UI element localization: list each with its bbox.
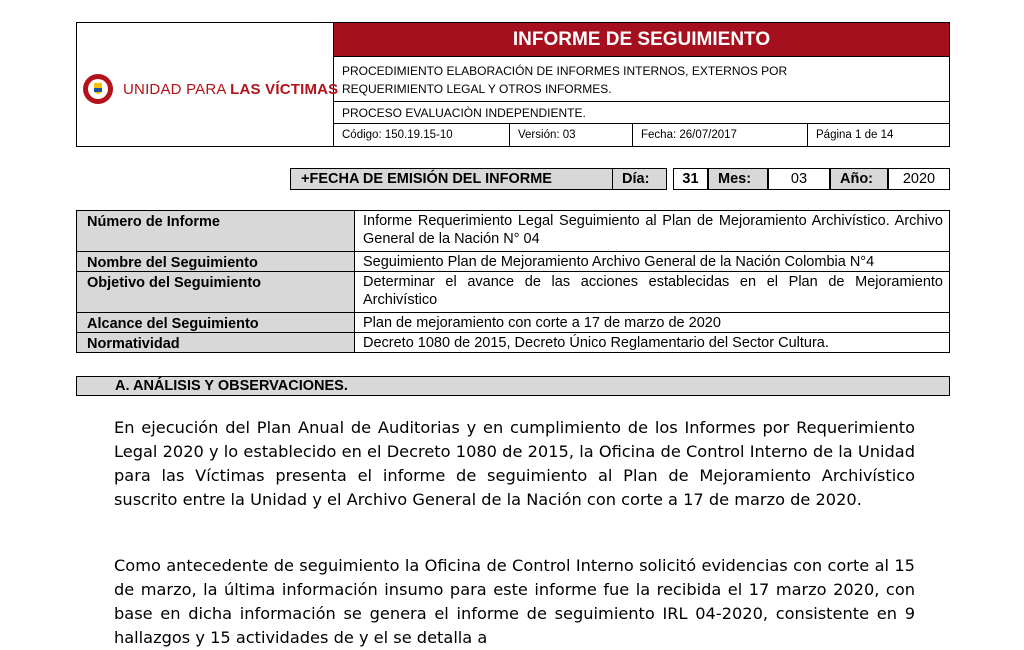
info-row-nombre: [76, 252, 950, 272]
anio-label: Año:: [830, 168, 888, 190]
fecha-field: Fecha: 26/07/2017: [633, 124, 808, 146]
codigo-field: Código: 150.19.15-10: [334, 124, 510, 146]
alcance-label: Alcance del Seguimiento: [77, 313, 355, 332]
normatividad-value: Decreto 1080 de 2015, Decreto Único Reglamentario del Sector Cultura.: [363, 335, 829, 351]
paragraph-1: En ejecución del Plan Anual de Auditorias y en cumplimiento de los Informes por Requerimiento Legal 2020 y lo establecido en el Decreto 1080 de 2015, la Oficina de Control Interno de la Unidad para las Víctimas presenta el informe de seguimiento al Plan de Mejoramiento Archivístico suscrito entre la Unidad y el Archivo General de la Nación con corte a 17 de marzo de 2020.: [114, 418, 915, 509]
objetivo-label: Objetivo del Seguimiento: [77, 272, 355, 312]
info-row-numero: [76, 210, 950, 252]
report-title: INFORME DE SEGUIMIENTO: [334, 23, 949, 56]
organization-logo-text: UNIDAD PARA LAS VÍCTIMAS: [123, 81, 339, 98]
dia-value: 31: [673, 168, 708, 190]
logo-cell: [77, 23, 339, 146]
colombia-seal-icon: [83, 74, 113, 104]
mes-value: 03: [768, 168, 830, 190]
alcance-value: Plan de mejoramiento con corte a 17 de marzo de 2020: [363, 315, 721, 331]
pagina-field: Página 1 de 14: [816, 129, 894, 141]
paragraph-2: Como antecedente de seguimiento la Oficina de Control Interno solicitó evidencias con corte al 15 de marzo, la última información insumo para este informe fue la recibida el 17 marzo 2020, con base en dicha información se genera el informe de seguimiento IRL 04-2020, consistente en 9 hallazgos y 15 actividades de y el se detalla a: [114, 556, 915, 647]
version-field: Versión: 03: [510, 124, 633, 146]
numero-value: Informe Requerimiento Legal Seguimiento al Plan de Mejoramiento Archivístico. Archivo General de la Nación N° 04: [363, 213, 943, 247]
section-a-heading: A. ANÁLISIS Y OBSERVACIONES.: [76, 376, 950, 396]
info-row-normatividad: [76, 333, 950, 353]
objetivo-value: Determinar el avance de las acciones establecidas en el Plan de Mejoramiento Archivístico: [363, 274, 943, 308]
normatividad-label: Normatividad: [77, 333, 355, 352]
proceso-text: PROCESO EVALUACIÒN INDEPENDIENTE.: [334, 102, 949, 124]
fecha-emision-label: +FECHA DE EMISIÓN DEL INFORME: [290, 168, 613, 190]
dia-label: Día:: [612, 168, 667, 190]
nombre-value: Seguimiento Plan de Mejoramiento Archivo General de la Nación Colombia N°4: [363, 254, 875, 270]
document-header: [76, 22, 950, 147]
numero-label: Número de Informe: [77, 211, 355, 251]
nombre-label: Nombre del Seguimiento: [77, 252, 355, 271]
mes-label: Mes:: [708, 168, 768, 190]
info-row-objetivo: [76, 272, 950, 313]
info-row-alcance: [76, 313, 950, 333]
anio-value: 2020: [888, 168, 950, 190]
procedimiento-text: PROCEDIMIENTO ELABORACIÓN DE INFORMES INTERNOS, EXTERNOS POR REQUERIMIENTO LEGAL Y OTROS INFORMES.: [334, 56, 949, 102]
